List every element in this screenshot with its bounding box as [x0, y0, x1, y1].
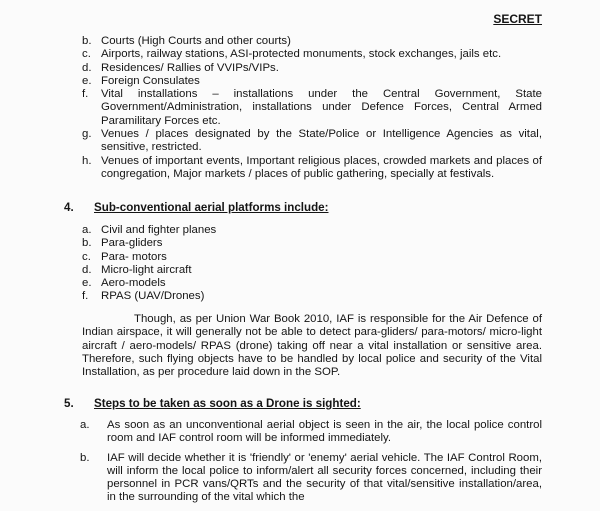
list-item-text: Venues of important events, Important religious places, crowded markets and places of congregation, Major markets / places of public gathering, specially at festivals. — [101, 154, 542, 180]
list-item-text: Civil and fighter planes — [101, 224, 217, 236]
list-item-text: Airports, railway stations, ASI-protected monuments, stock exchanges, jails etc. — [101, 48, 502, 61]
list-marker: f. — [82, 290, 89, 303]
list-item — [80, 452, 542, 505]
list-marker: f. — [82, 88, 89, 101]
list-item-text: Vital installations – installations under the Central Government, State Government/Administration, installations under Defence Forces, Central Armed Paramilitary Forces etc. — [101, 88, 542, 127]
list-marker: h. — [82, 154, 92, 167]
list-marker: a. — [80, 419, 90, 431]
list-item — [82, 251, 542, 264]
section-4-heading — [64, 201, 329, 214]
responsibility-paragraph: Though, as per Union War Book 2010, IAF is responsible for the Air Defence of Indian airspace, it will generally not be able to detect para-gliders/ para-motors/ micro-light aircraft / aero-models/ RPAS (drone) taking off near a vital installation or sensitive area. Therefore, such flying objects have to be handled by local police and security of the Vital Installation, as per procedure laid down in the SOP. — [82, 313, 542, 379]
list-item — [82, 224, 542, 237]
list-item-text: Courts (High Courts and other courts) — [101, 35, 291, 47]
list-item — [82, 264, 542, 277]
list-marker: d. — [82, 61, 92, 74]
list-item-text: Aero-models — [101, 277, 166, 290]
list-item — [82, 35, 542, 48]
section-number: 5. — [64, 397, 74, 410]
section-5-heading — [64, 397, 361, 410]
list-marker: c. — [82, 250, 91, 263]
list-marker: a. — [82, 224, 92, 236]
section-number: 4. — [64, 201, 74, 214]
list-item — [82, 88, 542, 128]
security-marking: SECRET — [493, 12, 542, 26]
list-item — [82, 290, 542, 303]
list-item-text: Venues / places designated by the State/Police or Intelligence Agencies as vital, sensitive, restricted. — [101, 128, 542, 154]
vital-places-list — [82, 35, 542, 181]
list-item — [82, 277, 542, 290]
list-item — [82, 48, 542, 61]
list-marker: b. — [80, 451, 90, 464]
list-item-text: IAF will decide whether it is 'friendly' or 'enemy' aerial vehicle. The IAF Control Room, will inform the local police to inform/alert all security forces concerned, including their personnel in PCR vans/QRTs and the security of that vital/sensitive installation/area, in the surrounding of the vital which the — [107, 451, 542, 504]
aerial-platforms-list — [82, 224, 542, 304]
section-title: Sub-conventional aerial platforms include: — [94, 201, 329, 214]
list-item-text: As soon as an unconventional aerial object is seen in the air, the local police control room and IAF control room will be informed immediately. — [107, 419, 542, 445]
list-item-text: Residences/ Rallies of VVIPs/VIPs. — [101, 61, 279, 74]
list-item — [82, 237, 542, 250]
list-item-text: Foreign Consulates — [101, 74, 200, 87]
list-item — [82, 155, 542, 182]
list-marker: e. — [82, 277, 92, 290]
list-item-text: Para-gliders — [101, 237, 163, 250]
list-item — [82, 128, 542, 155]
section-title: Steps to be taken as soon as a Drone is sighted: — [94, 397, 361, 410]
list-marker: b. — [82, 237, 92, 250]
list-item — [82, 62, 542, 75]
list-item — [80, 419, 542, 446]
list-marker: b. — [82, 35, 92, 47]
list-item-text: RPAS (UAV/Drones) — [101, 290, 205, 303]
list-item — [82, 75, 542, 88]
list-item-text: Para- motors — [101, 250, 167, 263]
list-marker: g. — [82, 128, 92, 141]
list-marker: e. — [82, 74, 92, 87]
list-marker: c. — [82, 48, 91, 61]
drone-steps-list — [80, 419, 542, 511]
list-marker: d. — [82, 263, 92, 276]
list-item-text: Micro-light aircraft — [101, 263, 192, 276]
